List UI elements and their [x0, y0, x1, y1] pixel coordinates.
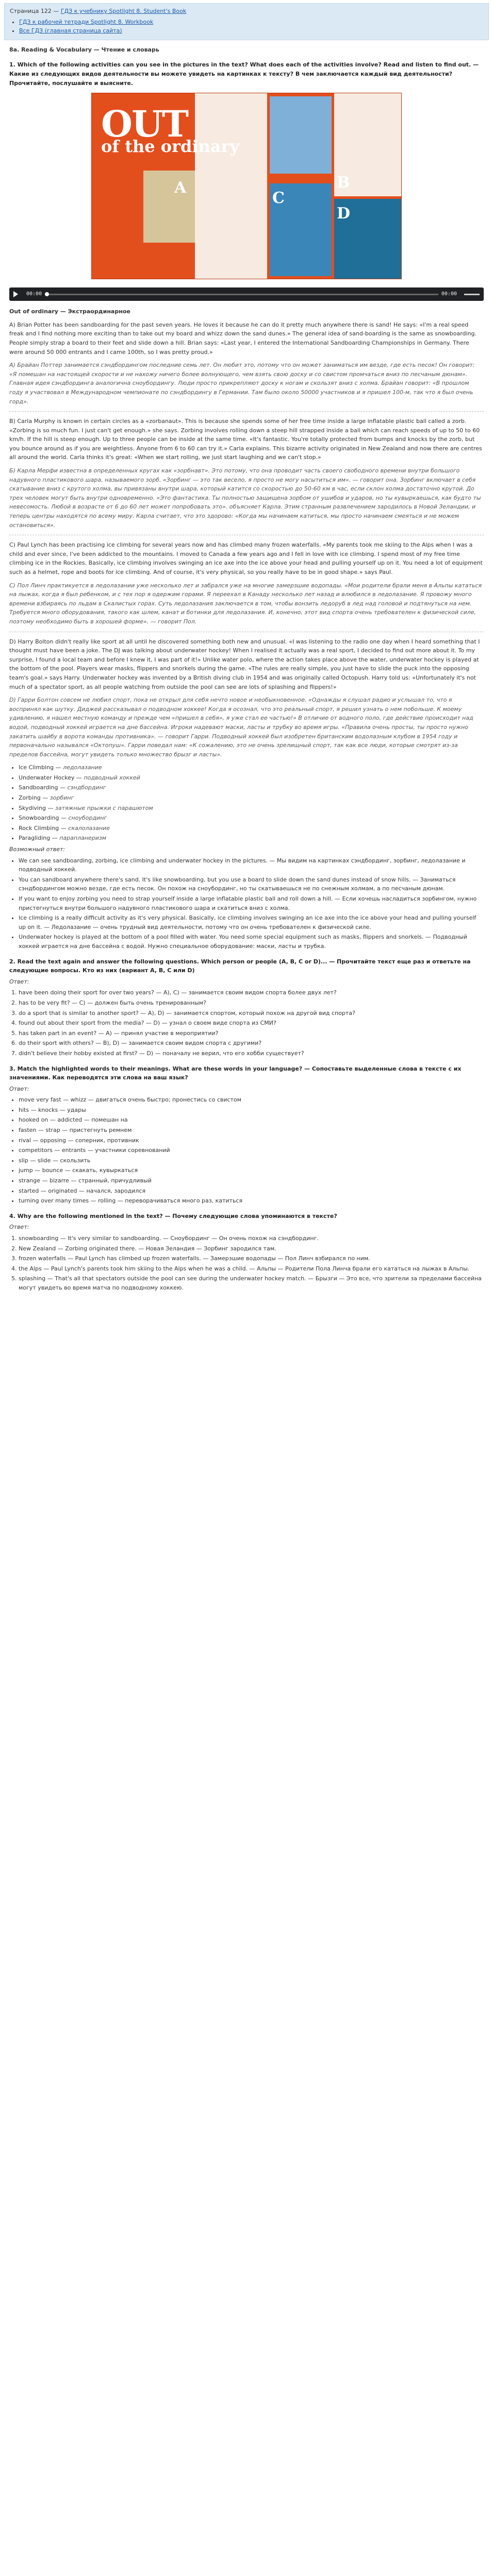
activity-ru: подводный хоккей [84, 774, 140, 781]
list-item: 4. the Alps — Paul Lynch's parents took him skiing to the Alps when he was a child. — Альпы — Родители Пола Линча брали его кататься на лыжах в Альпы. [19, 1264, 484, 1274]
list-item: • Underwater Hockey — подводный хоккей [19, 773, 484, 783]
answer-label: Ответ: [9, 978, 29, 985]
list-item: 1. have been doing their sport for over two years? — A), C) — занимается своим видом спорта более двух лет? [19, 988, 484, 997]
activity-en: Ice Climbing [19, 764, 54, 771]
list-item: • Ice climbing is a really difficult activity as it's very physical. Basically, ice climbing involves swinging an ice axe into the ice above your head and pulling yourself up on it. — Ледолазание — очень трудный вид деятельности, потому что он очень требователен к физической силе. [19, 913, 484, 931]
activity-ru: ледолазание [63, 764, 102, 771]
list-item: 2. New Zealand — Zorbing originated there. — Новая Зеландия — Зорбинг зародился там. [19, 1244, 484, 1253]
question-3: 3. Match the highlighted words to their meanings. What are these words in your language? — Сопоставьте выделенные слова в тексте с их значениями. Как переводятся эти слова на ваш язык? [9, 1065, 462, 1081]
list-item: 7. didn't believe their hobby existed at first? — D) — поначалу не верил, что его хобби существует? [19, 1049, 484, 1058]
answer-label: Ответ: [9, 1224, 29, 1231]
list-item: • hits — knocks — удары [19, 1106, 484, 1115]
activity-en: Rock Climbing [19, 824, 59, 832]
list-item: • fasten — strap — пристегнуть ремнем [19, 1126, 484, 1135]
list-item: • started — originated — начался, зародился [19, 1187, 484, 1196]
list-item: • jump — bounce — скакать, кувыркаться [19, 1166, 484, 1175]
list-item: 3. do a sport that is similar to another sport? — A), D) — занимается спортом, который похож на другой вид спорта? [19, 1009, 484, 1018]
activity-ru: парапланеризм [59, 835, 107, 842]
paragraph-en: A) Brian Potter has been sandboarding for the past seven years. He loves it because he can do it pretty much anywhere there is sand! He says: «I'm a real speed freak and I find nothing more exciting than to take out my board and whizz down the sand dunes.» The general idea of sand-boarding is the same as snowboarding. People simply strap a board to their feet and slide down a hill. Brian says: «Last year, I entered the International Sandboarding Championships in Germany. There were around 50 000 entrants and I came 100th, so I was pretty proud.» [9, 321, 477, 355]
activity-ru: зорбинг [50, 794, 74, 802]
nav-item [19, 26, 483, 36]
activity-ru: затяжные прыжки с парашютом [55, 804, 153, 811]
title-sub: of the ordinary [101, 136, 239, 156]
answer-label: Ответ: [9, 1085, 29, 1092]
list-item: • rival — opposing — соперник, противник [19, 1136, 484, 1145]
paragraph-en: B) Carla Murphy is known in certain circles as a «zorbanaut». This is because she spends some of her free time inside a large inflatable plastic ball called a zorb. «Zorbing is so much fun. I just can't get enough.» she says. Zorbing involves rolling down a steep hill strapped inside a ball which can reach speeds of up to 50 to 60 km/h. If the hill is steep enough. Up to three people can be inside at the same time. «It's fantastic. You're totally protected from bumps and knocks by the zorb, but you bounce around as if you are weightless. Anyone from 6 to 60 can try it.» Carla explains. This bizarre activity originated in New Zealand and now there are centres all around the world. Carla thinks it's great: «When we start rolling, we just start laughing and we can't stop.» [9, 418, 482, 461]
list-item: • Zorbing — зорбинг [19, 793, 484, 803]
duration: 00:00 [441, 291, 457, 297]
activity-en: Underwater Hockey [19, 774, 75, 781]
workbook-link[interactable]: ГДЗ к рабочей тетради Spotlight 8. Workbook [19, 18, 154, 25]
audio-player[interactable] [9, 287, 484, 301]
audio-progress[interactable] [45, 294, 438, 295]
list-item: • slip — slide — скользить [19, 1156, 484, 1165]
question-2: 2. Read the text again and answer the following questions. Which person or people (A, B, C or D)... — Прочитайте текст еще раз и ответьте на следующие вопросы. Кто из них (вариант A, B, C или D) [9, 958, 471, 974]
page-navigation [4, 3, 489, 40]
list-item: • Paragliding — парапланеризм [19, 834, 484, 843]
play-icon[interactable] [13, 291, 18, 297]
list-item: • Skydiving — затяжные прыжки с парашютом [19, 804, 484, 813]
paragraph-en: C) Paul Lynch has been practising ice climbing for several years now and has climbed many frozen waterfalls. «My parents took me skiing to the Alps when I was a child and ever since, I've been addicted to the mountains. I moved to Canada a few years ago and I fell in love with ice climbing. I spend most of my free time climbing ice in the Rockies. Basically, ice climbing involves swinging an ice axe into the ice above your head and pulling yourself up on it. You need a lot of equipment such as a helmet, rope and boots for ice climbing. And of course, it's very physical, so you really have to be in good shape.» says Paul. [9, 541, 483, 575]
list-item: • We can see sandboarding, zorbing, ice climbing and underwater hockey in the pictures. — Мы видим на картинках сэндбординг, зорбинг, ледолазание и подводный хоккей. [19, 856, 484, 874]
question-4: 4. Why are the following mentioned in the text? — Почему следующие слова упоминаются в тексте? [9, 1212, 337, 1219]
list-item: 5. splashing — That's all that spectators outside the pool can see during the underwater hockey match. — Брызги — Это все, что зрители за пределами бассейна могут увидеть во время матча по подводному хоккею. [19, 1274, 484, 1292]
list-item: 4. found out about their sport from the media? — D) — узнал о своем виде спорта из СМИ? [19, 1019, 484, 1028]
answer-list-4 [19, 1234, 484, 1293]
label-b: B [337, 174, 350, 192]
paragraph-d [4, 637, 489, 759]
list-item: • competitors — entrants — участники соревнований [19, 1146, 484, 1155]
list-item: • Sandboarding — сэндбординг [19, 783, 484, 792]
list-item: • move very fast — whizz — двигаться очень быстро; пронестись со свистом [19, 1095, 484, 1105]
list-item: 5. has taken part in an event? — A) — принял участие в мероприятии? [19, 1029, 484, 1038]
label-c: C [272, 189, 285, 208]
page [4, 3, 489, 1293]
activity-en: Sandboarding [19, 784, 58, 791]
list-item: • strange — bizarre — странный, причудливый [19, 1176, 484, 1185]
sandboarding-photo [143, 171, 195, 243]
answer-label: Возможный ответ: [9, 846, 65, 853]
paragraph-en: D) Harry Bolton didn't really like sport at all until he discovered something both new and unusual. «I was listening to the radio one day when I heard something that I thought must have been a joke. The DJ was talking about underwater hockey! When I realised it actually was a real sport, I decided to find out more about it. To my surprise, I found a local team and before I knew it, I was part of it!» Unlike water polo, where the action takes place above the water, underwater hockey is played at the bottom of the pool. Players wear masks, flippers and snorkels during the game. «The rules are really simple, you just have to slide the puck into the opposing team's goal.» says Harry. Underwater hockey was invented by a British diving club in 1954 and was originally called Octopush. Harry told us: «Unfortunately it's not much of a spectator sport, as all people watching from outside the pool can see are lots of splashing and flippers!» [9, 638, 480, 690]
current-time: 00:00 [26, 291, 42, 297]
paragraph-c [4, 540, 489, 626]
activity-ru: скалолазание [68, 824, 110, 832]
nav-item [19, 18, 483, 27]
page-header [10, 7, 483, 16]
list-item: • Snowboarding — сноубординг [19, 814, 484, 823]
answer-list-2 [19, 988, 484, 1058]
label-a: A [174, 179, 187, 197]
list-item: 2. has to be very fit? — C) — должен быть очень тренированным? [19, 998, 484, 1008]
article-illustration [91, 93, 402, 279]
ice-climbing-photo [270, 96, 332, 174]
feature-title [101, 103, 239, 156]
list-item: • turning over many times — rolling — переворачиваться много раз, катиться [19, 1196, 484, 1206]
list-item: • You can sandboard anywhere there's sand. It's like snowboarding, but you use a board to slide down the sand dunes instead of snow hills. — Заниматься сэндбордингом можно везде, где есть песок. Он похож на сноубординг, но ты скатываешься не по снежным холмам, а по песчаным дюнам. [19, 875, 484, 893]
paragraph-ru: Б) Карла Мерфи известна в определенных кругах как «зорбнавт». Это потому, что она проводит часть своего свободного времени внутри большого надувного пластикового шара, называемого зорб. «Зорбинг — это так весело, я просто не могу насытиться им». — говорит она. Зорбинг включает в себя скатывание вниз с крутого холма, вы привязаны внутри шара, который катится со скоростью до 50-60 км в час, если склон холма достаточно крутой. До трех человек могут быть внутри одновременно. «Это фантастика. Ты полностью защищена зорбом от ушибов и ударов, но ты кувыркаешься, как будто ты невесомость. Любой в возрасте от 6 до 60 лет может попробовать это». объясняет Карла. Этим странным развлечением зародилось в Новой Зеландии, и теперь центры находятся по всему миру. Карла считает, что это здорово: «Когда мы начинаем катиться, мы просто начинаем смеяться и не можем остановиться». [9, 467, 481, 529]
title-main: OUT [101, 103, 188, 146]
activities-list [19, 763, 484, 843]
list-item: • Ice Climbing — ледолазание [19, 763, 484, 772]
text-title: Out of ordinary — Экстраординарное [9, 308, 130, 315]
label-d: D [337, 205, 351, 223]
textbook-link[interactable]: ГДЗ к учебнику Spotlight 8. Student's Book [60, 8, 187, 14]
activity-en: Skydiving [19, 804, 46, 811]
activity-ru: сэндбординг [67, 784, 106, 791]
divider [9, 411, 484, 412]
paragraph-b [4, 417, 489, 530]
page-number: Страница 122 — [10, 8, 61, 14]
list-item: 6. do their sport with others? — B), D) — занимается своим видом спорта с другими? [19, 1039, 484, 1048]
activity-ru: сноубординг [68, 815, 107, 822]
list-item: • If you want to enjoy zorbing you need to strap yourself inside a large inflatable plastic ball and roll down a hill. — Если хочешь насладиться зорбингом, нужно пристегнуться внутри большого надувного пластикового шара и скатиться вниз с холма. [19, 894, 484, 912]
section-title: 8a. Reading & Vocabulary — Чтение и словарь [9, 46, 159, 53]
answer-list-1 [19, 856, 484, 951]
list-item: • Underwater hockey is played at the bottom of a pool filled with water. You need some special equipment such as masks, flippers and snorkels. — Подводный хоккей играется на дне бассейна с водой. Нужно специальное оборудование: маски, ласты и трубка. [19, 933, 484, 951]
volume-slider[interactable] [464, 294, 480, 295]
list-item: 1. snowboarding — It's very similar to sandboarding. — Сноубординг — Он очень похож на сэндбординг. [19, 1234, 484, 1243]
activity-en: Zorbing [19, 794, 41, 802]
paragraph-a [4, 320, 489, 406]
activity-en: Paragliding [19, 835, 51, 842]
activity-en: Snowboarding [19, 815, 59, 822]
paragraph-ru: С) Пол Линч практикуется в ледолазании уже несколько лет и забрался уже на многие замерзшие водопады. «Мои родители брали меня в Альпы кататься на лыжах, когда я был ребенком, и с тех пор я одержим горами. Я переехал в Канаду несколько лет назад и влюбился в ледолазание. Я провожу много времени взбираясь по льдам в Скалистых горах. Суть ледолазания заключается в том, чтобы вонзить ледоруб в лед над головой и подтянуться на нем. Требуется много оборудования, такого как шлем, канат и ботинки для ледолазания. И, конечно, этот вид спорта очень требователен к физической силе, поэтому необходимо быть в хорошей форме». — говорит Пол. [9, 582, 482, 625]
paragraph-ru: D) Гарри Болтон совсем не любил спорт, пока не открыл для себя нечто новое и необыкновенное. «Однажды я слушал радио и услышал то, что я воспринял как шутку. Диджей рассказывал о подводном хоккее! Когда я осознал, что это реальный спорт, я решил узнать о нем побольше. К моему удивлению, я нашел местную команду и прежде чем «пришел в себя», я уже стал ее частью!» В отличие от водного поло, где действие происходит над водой, подводный хоккей играется на дне бассейна. Игроки надевают маски, ласты и трубку во время игры. «Правила очень просты, ты просто нужно закатить шайбу в ворота команды противника». — говорит Гарри. Подводный хоккей был изобретен британским водолазным клубом в 1954 году и первоначально назывался «Октопуш». Гарри поведал нам: «К сожалению, это не очень зрелищный спорт, так как все люди, которые смотрят из-за пределов бассейна, могут увидеть только множество брызг и ласты». [9, 697, 473, 758]
list-item: 3. frozen waterfalls — Paul Lynch has climbed up frozen waterfalls. — Замерзшие водопады — Пол Линч взбирался по ним. [19, 1254, 484, 1263]
list-item: • hooked on — addicted — помешан на [19, 1115, 484, 1125]
answer-list-3 [19, 1095, 484, 1206]
question-1: 1. Which of the following activities can you see in the pictures in the text? What does each of the activities involve? Read and listen to find out. — Какие из следующих видов деятельности вы можете увидеть на картинках к тексту? В чем заключается каждый вид деятельности? Прочитайте, послушайте и выясните. [9, 61, 479, 87]
all-solutions-link[interactable]: Все ГДЗ (главная страница сайта) [19, 27, 122, 35]
paragraph-ru: А) Брайан Поттер занимается сэндбордингом последние семь лет. Он любит это, потому что он может заниматься им везде, где есть песок! Он говорит: «Я помешан на настоящей скорости и не нахожу ничего более волнующего, чем взять свою доску и со свистом промчаться вниз по песчаным дюнам». Главная идея сэндбординга аналогична сноубордингу. Люди просто прикрепляют доску к ногам и скользят вниз с холма. Брайан говорит: «В прошлом году я участвовал в Международном чемпионате по сэндбордингу в Германии. Там было около 50000 участников и я пришел 100-м, так что я был очень горд». [9, 362, 475, 405]
progress-handle[interactable] [45, 292, 49, 296]
list-item: • Rock Climbing — скалолазание [19, 824, 484, 833]
